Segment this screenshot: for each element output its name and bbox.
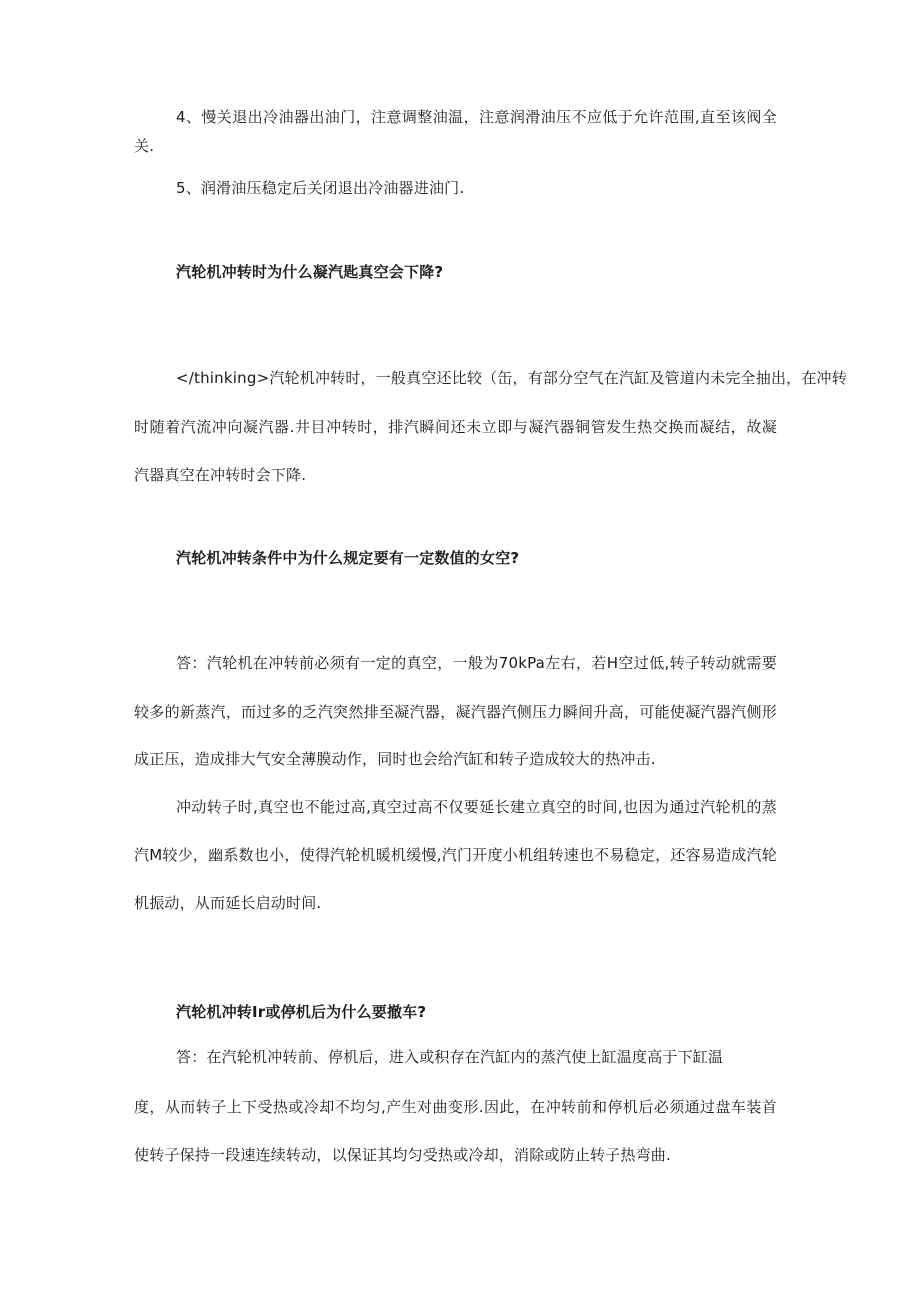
q2-para2-line-1: 冲动转子时,真空也不能过高,真空过高不仅要延长建立真空的时间,也因为通过汽轮机的蒸 xyxy=(176,798,777,816)
item-4-line-2: 关. xyxy=(134,137,155,155)
q1-answer-line-1: </thinking>汽轮机冲转时，一般真空还比较（缶，有部分空气在汽缸及管道内未完全抽出，在冲转 xyxy=(176,369,847,387)
q3-answer-line-2: 度，从而转子上下受热或冷却不均匀,产生对曲变形.因此，在冲转前和停机后必须通过盘车装首 xyxy=(134,1098,777,1116)
q3-heading: 汽轮机冲转Ir或停机后为什么要撤车? xyxy=(176,1003,427,1021)
q1-heading: 汽轮机冲转时为什么凝汽匙真空会下降? xyxy=(176,263,444,281)
q3-answer-line-1: 答：在汽轮机冲转前、停机后，进入或积存在汽缸内的蒸汽使上缸温度高于下缸温 xyxy=(176,1048,724,1066)
item-5: 5、润滑油压稳定后关闭退出冷油器进油门. xyxy=(176,179,465,197)
q2-para1-line-1: 答：汽轮机在冲转前必须有一定的真空，一般为70kPa左右，若H空过低,转子转动就需要 xyxy=(176,654,777,672)
q3-answer-line-3: 使转子保持一段速连续转动，以保证其均匀受热或冷却，消除或防止转子热弯曲. xyxy=(134,1146,671,1164)
q1-answer-line-2: 时随着汽流冲向凝汽器.井目冲转时，排汽瞬间还未立即与凝汽器铜管发生热交换而凝结，故凝 xyxy=(134,418,777,436)
q2-para1-line-2: 较多的新蒸汽，而过多的乏汽突然排至凝汽器，凝汽器汽侧压力瞬间升高，可能使凝汽器汽侧形 xyxy=(134,703,777,721)
item-4-line-1: 4、慢关退出冷油器出油门，注意调整油温，注意润滑油压不应低于允许范围,直至该阀全 xyxy=(176,108,777,126)
q1-answer-line-3: 汽器真空在冲转时会下降. xyxy=(134,466,307,484)
q2-para2-line-3: 机振动，从而延长启动时间. xyxy=(134,894,322,912)
q2-heading: 汽轮机冲转条件中为什么规定要有一定数值的女空? xyxy=(176,549,520,567)
q2-para2-line-2: 汽M较少，幽系数也小，使得汽轮机暖机缓慢,汽门开度小机组转速也不易稳定，还容易造成汽轮 xyxy=(134,846,777,864)
q2-para1-line-3: 成正压，造成排大气安全薄膜动作，同时也会给汽缸和转子造成较大的热冲击. xyxy=(134,750,656,768)
